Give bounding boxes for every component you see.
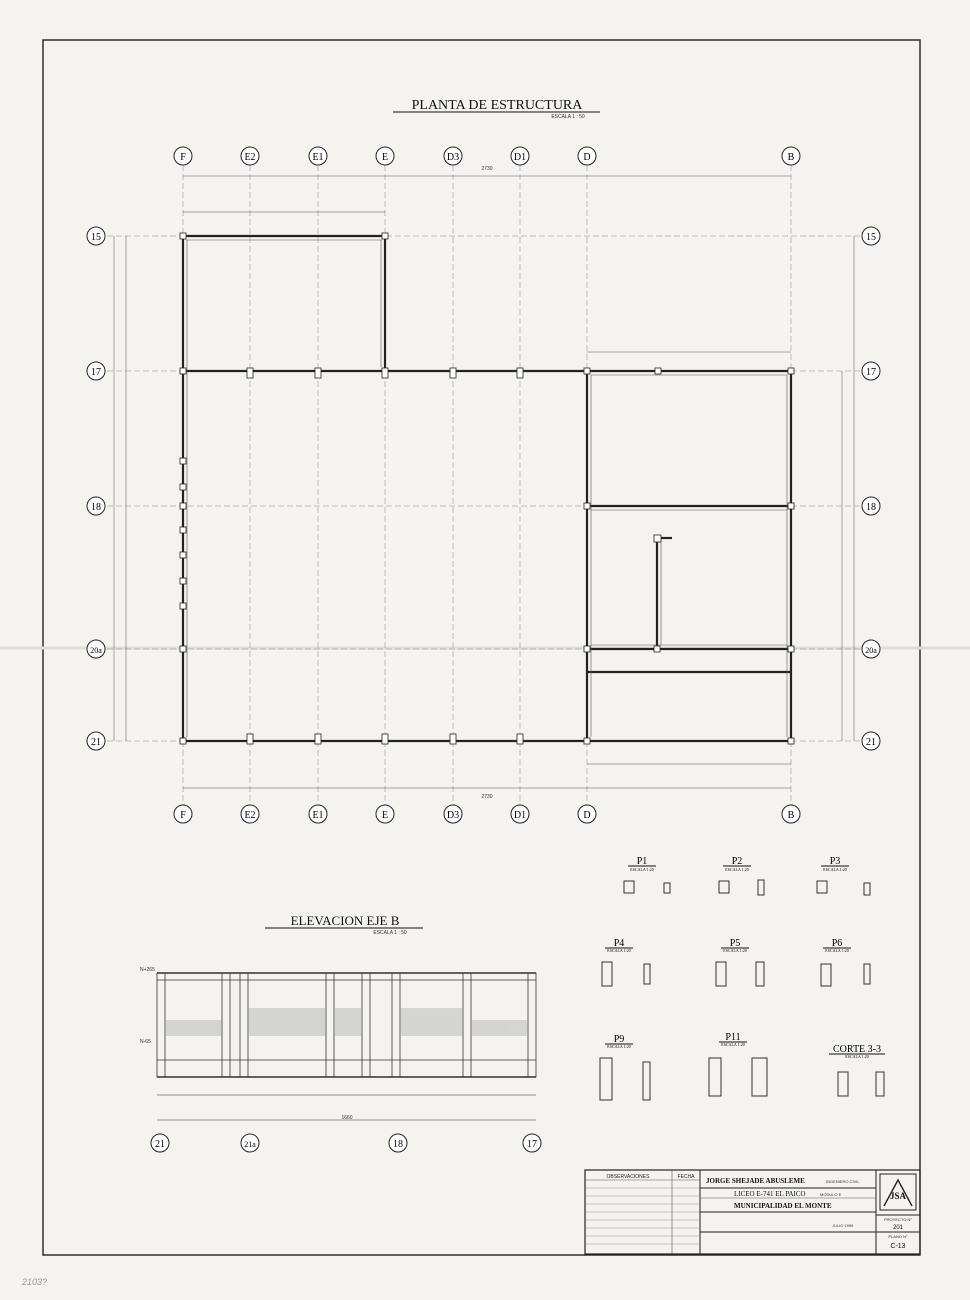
axis-bubble-18-left [87, 497, 105, 515]
logo-text: JSA [889, 1191, 907, 1201]
elevation-drawing [140, 913, 541, 1152]
tb-engineer: JORGE SHEJADE ABUSLEME [706, 1177, 805, 1185]
axis-label: 21 [91, 737, 101, 748]
detail-p11 [709, 1032, 767, 1096]
axis-bubble-E1 [309, 805, 327, 823]
elevation-title: ELEVACION EJE B [290, 913, 400, 928]
detail-corte-3-3 [829, 1044, 885, 1096]
tb-module: MODULO E [820, 1192, 842, 1197]
axis-label: 15 [866, 232, 876, 243]
axis-bubble-D1 [511, 805, 529, 823]
axis-label: 18 [393, 1139, 403, 1150]
tb-project-no: 201 [892, 1225, 904, 1231]
plan-column-axes-bottom [174, 805, 800, 823]
axis-label: 17 [527, 1139, 537, 1150]
axis-bubble-D1 [511, 147, 529, 165]
elev-axis-21 [151, 1134, 169, 1152]
detail-p6 [821, 938, 870, 986]
tb-fecha: FECHA [677, 1174, 695, 1180]
detail-label: P11 [725, 1032, 741, 1043]
detail-label: P2 [731, 856, 743, 867]
axis-label: 20a [90, 646, 102, 655]
axis-bubble-17-right [862, 362, 880, 380]
axis-bubble-17-left [87, 362, 105, 380]
axis-bubble-15-right [862, 227, 880, 245]
tb-plan-no-label: PLANO N° [888, 1234, 908, 1239]
axis-bubble-E [376, 805, 394, 823]
axis-label: 17 [91, 367, 101, 378]
axis-label: 20a [865, 646, 877, 655]
plan-column-axes-top [174, 147, 800, 165]
axis-label: 21a [244, 1140, 256, 1149]
detail-p9 [600, 1034, 650, 1100]
axis-label: E2 [244, 152, 256, 163]
axis-label: 21 [155, 1139, 165, 1150]
detail-p5 [716, 938, 764, 986]
axis-label: D3 [446, 152, 460, 163]
axis-label: E1 [312, 810, 324, 821]
axis-label: D3 [446, 810, 460, 821]
plan-total-dim: 2730 [481, 166, 493, 172]
detail-scale: ESCALA 1:20 [630, 867, 654, 872]
structural-plan [107, 165, 863, 805]
axis-label: D [583, 152, 591, 163]
detail-p1 [624, 856, 670, 893]
axis-label: B [787, 152, 795, 163]
axis-label: 15 [91, 232, 101, 243]
axis-bubble-D [578, 805, 596, 823]
tb-project-no-label: PROYECTO N° [884, 1217, 912, 1222]
tb-engineer-role: INGENIERO CIVIL [826, 1179, 860, 1184]
axis-bubble-20a-right [862, 640, 880, 658]
tb-client: MUNICIPALIDAD EL MONTE [734, 1202, 832, 1210]
detail-scale: ESCALA 1:20 [825, 948, 849, 953]
axis-label: 17 [866, 367, 876, 378]
axis-label: D1 [513, 810, 527, 821]
elev-axis-18 [389, 1134, 407, 1152]
axis-label: E [381, 810, 389, 821]
axis-label: B [787, 810, 795, 821]
axis-label: E1 [312, 152, 324, 163]
detail-label: P9 [613, 1034, 625, 1045]
detail-p2 [719, 856, 764, 895]
detail-scale: ESCALA 1:20 [823, 867, 847, 872]
elev-axis-21a [241, 1134, 259, 1152]
axis-label: D1 [513, 152, 527, 163]
level-top: N+265 [140, 967, 155, 973]
axis-bubble-21-right [862, 732, 880, 750]
axis-bubble-B [782, 805, 800, 823]
detail-p3 [817, 856, 870, 895]
plan-total-dim-bottom: 2730 [481, 794, 493, 800]
tb-date: JULIO 1999 [832, 1223, 854, 1228]
axis-bubble-F [174, 147, 192, 165]
axis-label: 21 [866, 737, 876, 748]
title-block [585, 1170, 920, 1254]
detail-label: P5 [729, 938, 741, 949]
detail-p4 [602, 938, 650, 986]
axis-label: D [583, 810, 591, 821]
axis-label: E2 [244, 810, 256, 821]
axis-label: F [180, 152, 186, 163]
detail-label: P4 [613, 938, 625, 949]
elevation-scale: ESCALA 1 : 50 [373, 930, 407, 936]
tb-project: LICEO E-741 EL PAICO [734, 1190, 806, 1198]
axis-bubble-E1 [309, 147, 327, 165]
detail-scale: ESCALA 1:20 [607, 948, 631, 953]
detail-label: P1 [636, 856, 648, 867]
axis-bubble-B [782, 147, 800, 165]
detail-scale: ESCALA 1:20 [725, 867, 749, 872]
axis-bubble-F [174, 805, 192, 823]
axis-label: E [381, 152, 389, 163]
axis-bubble-E [376, 147, 394, 165]
tb-plan-no: C-13 [890, 1243, 906, 1250]
axis-bubble-18-right [862, 497, 880, 515]
axis-bubble-E2 [241, 805, 259, 823]
axis-bubble-D3 [444, 147, 462, 165]
detail-scale: ESCALA 1:20 [845, 1054, 869, 1059]
plan-scale: ESCALA 1 : 50 [551, 114, 585, 120]
tb-observaciones: OBSERVACIONES [606, 1174, 650, 1180]
axis-label: 18 [91, 502, 101, 513]
elev-axis-17 [523, 1134, 541, 1152]
detail-label: P3 [829, 856, 841, 867]
corner-note: 2103? [22, 1277, 48, 1287]
detail-label: CORTE 3-3 [832, 1044, 882, 1055]
plan-title: PLANTA DE ESTRUCTURA [411, 98, 583, 113]
detail-scale: ESCALA 1:20 [721, 1042, 745, 1047]
jsa-logo [880, 1174, 916, 1210]
axis-bubble-E2 [241, 147, 259, 165]
level-bottom: N-65 [140, 1039, 151, 1045]
pillar-details [600, 856, 885, 1100]
axis-bubble-15-left [87, 227, 105, 245]
axis-bubble-D3 [444, 805, 462, 823]
detail-scale: ESCALA 1:20 [607, 1044, 631, 1049]
axis-bubble-21-left [87, 732, 105, 750]
detail-scale: ESCALA 1:20 [723, 948, 747, 953]
axis-bubble-D [578, 147, 596, 165]
elevation-total-dim: 1660 [341, 1115, 353, 1121]
axis-label: 18 [866, 502, 876, 513]
detail-label: P6 [831, 938, 843, 949]
axis-bubble-20a-left [87, 640, 105, 658]
axis-label: F [180, 810, 186, 821]
